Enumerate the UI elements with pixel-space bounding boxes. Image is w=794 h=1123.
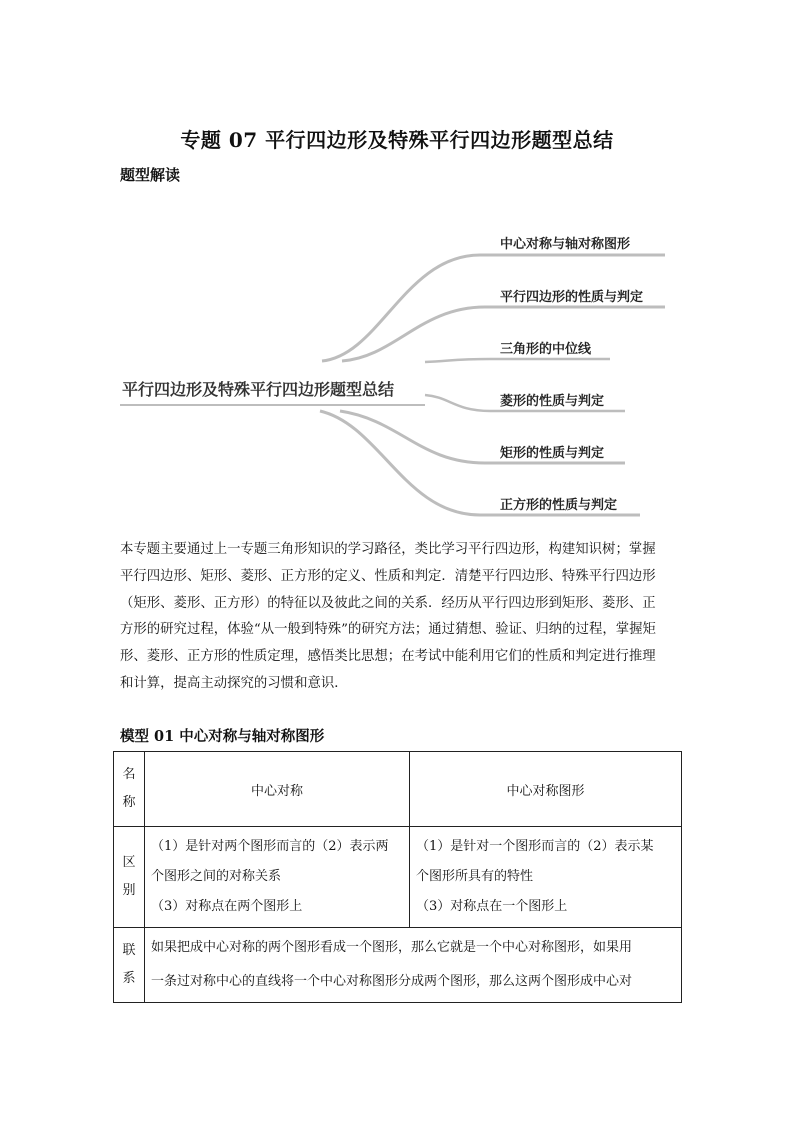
intro-line-2: 平行四边形、矩形、菱形、正方形的定义、性质和判定．清楚平行四边形、特殊平行四边形 <box>120 568 656 584</box>
row-label-name: 名 称 <box>114 752 145 827</box>
mindmap-branch-6: 正方形的性质与判定 <box>500 498 618 513</box>
model-title: 模型 01 中心对称与轴对称图形 <box>120 728 325 745</box>
row-label-difference: 区 别 <box>114 827 145 928</box>
intro-line-1: 本专题主要通过上一专题三角形知识的学习路径，类比学习平行四边形，构建知识树；掌握 <box>120 542 656 557</box>
header-central-symmetry: 中心对称 <box>145 752 410 827</box>
header-centrosymmetric-figure: 中心对称图形 <box>410 752 682 827</box>
difference-central-symmetry: （1）是针对两个图形而言的（2）表示两 个图形之间的对称关系 （3）对称点在两个图形上 <box>145 827 410 928</box>
mindmap-root: 平行四边形及特殊平行四边形题型总结 <box>122 380 395 399</box>
mindmap-branch-3: 三角形的中位线 <box>500 342 592 357</box>
intro-line-3: （矩形、菱形、正方形）的特征以及彼此之间的关系．经历从平行四边形到矩形、菱形、正 <box>120 595 656 611</box>
mindmap <box>0 215 794 525</box>
comparison-table <box>113 751 682 1003</box>
mindmap-branch-1: 中心对称与轴对称图形 <box>500 237 631 252</box>
row-label-relation: 联 系 <box>114 928 145 1003</box>
mindmap-branch-2: 平行四边形的性质与判定 <box>500 290 644 305</box>
table-row-relation <box>114 928 682 1003</box>
intro-line-4: 方形的研究过程，体验“从一般到特殊”的研究方法；通过猜想、验证、归纳的过程，掌握矩 <box>120 622 656 638</box>
intro-line-5: 形、菱形、正方形的性质定理，感悟类比思想；在考试中能利用它们的性质和判定进行推理 <box>120 649 656 665</box>
mindmap-connector-3 <box>425 359 610 362</box>
intro-line-6: 和计算，提高主动探究的习惯和意识． <box>120 675 348 691</box>
table-row-name <box>114 752 682 827</box>
table-row-difference <box>114 827 682 928</box>
intro-paragraph <box>120 537 676 698</box>
mindmap-branch-4: 菱形的性质与判定 <box>500 394 605 409</box>
page-title: 专题 07 平行四边形及特殊平行四边形题型总结 <box>180 128 614 152</box>
relation-text: 如果把成中心对称的两个图形看成一个图形，那么它就是一个中心对称图形，如果用 一条过对称中心的直线将一个中心对称图形分成两个图形，那么这两个图形成中心对 <box>145 928 682 1003</box>
section-label: 题型解读 <box>120 166 181 184</box>
difference-centrosymmetric-figure: （1）是针对一个图形而言的（2）表示某 个图形所具有的特性 （3）对称点在一个图形上 <box>410 827 682 928</box>
mindmap-branch-5: 矩形的性质与判定 <box>500 446 605 461</box>
